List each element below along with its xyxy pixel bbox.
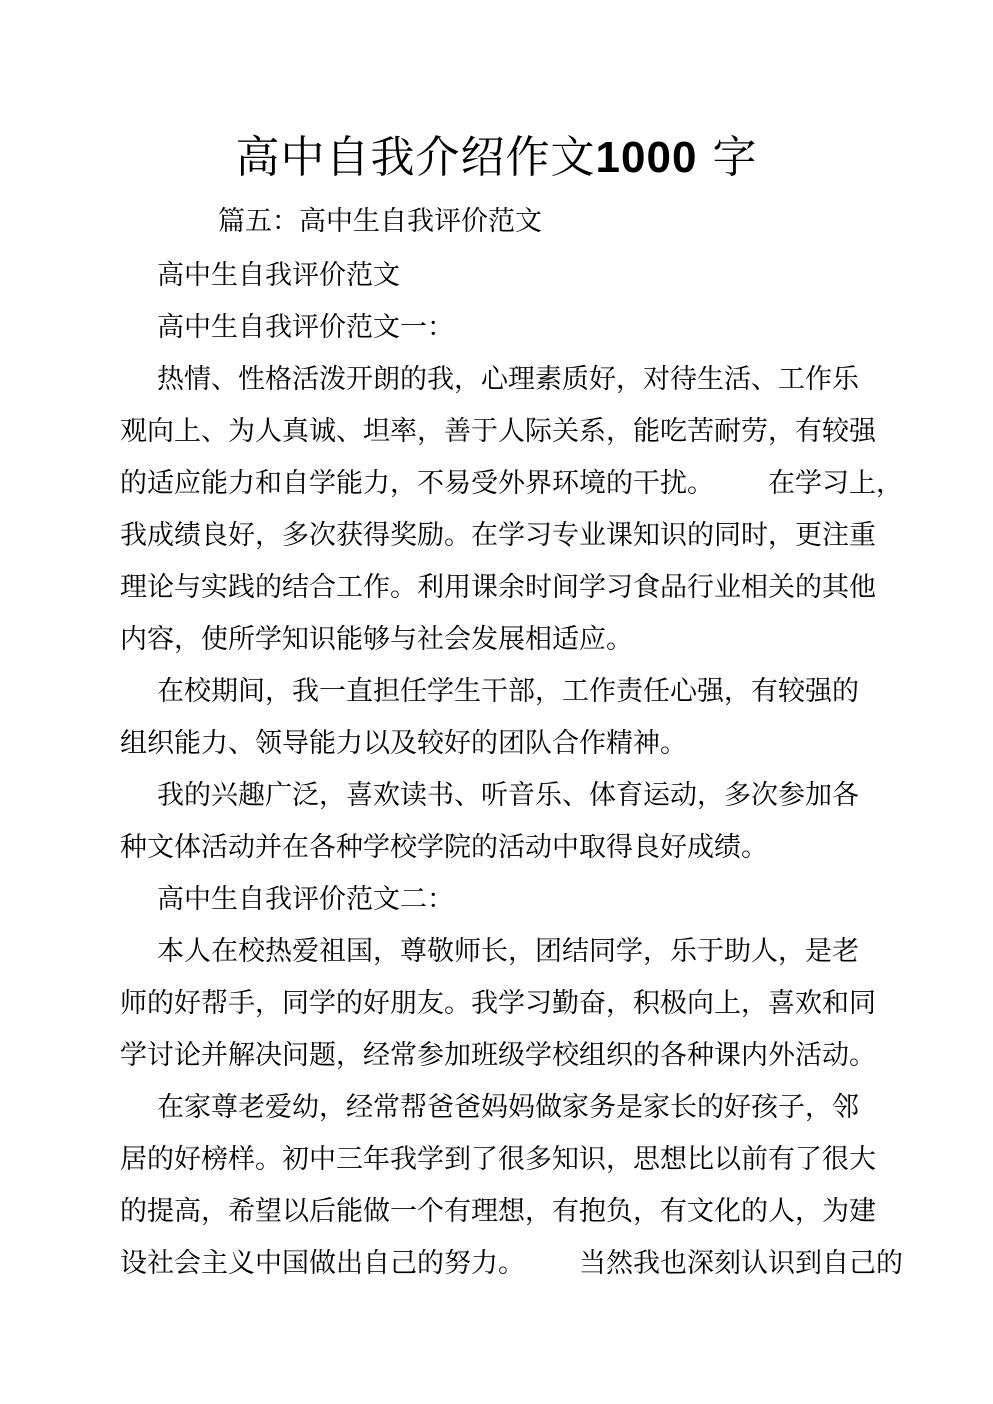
paragraph-line: 我成绩良好，多次获得奖励。在学习专业课知识的同时，更注重 (120, 520, 876, 551)
document-title (0, 128, 993, 188)
paragraph-line: 学讨论并解决问题，经常参加班级学校组织的各种课内外活动。 (120, 1040, 876, 1071)
paragraph-line: 师的好帮手，同学的好朋友。我学习勤奋，积极向上，喜欢和同 (120, 988, 876, 1019)
paragraph-line: 本人在校热爱祖国，尊敬师长，团结同学，乐于助人，是老 (157, 936, 859, 967)
paragraph-line: 高中生自我评价范文 (157, 260, 400, 291)
paragraph-line-text: 的适应能力和自学能力，不易受外界环境的干扰。 (120, 468, 714, 499)
paragraph-line: 热情、性格活泼开朗的我，心理素质好，对待生活、工作乐 (157, 364, 859, 395)
paragraph-line: 理论与实践的结合工作。利用课余时间学习食品行业相关的其他 (120, 572, 876, 603)
paragraph-line-text: 设社会主义中国做出自己的努力。 (120, 1248, 525, 1279)
paragraph-line: 观向上、为人真诚、坦率，善于人际关系，能吃苦耐劳，有较强 (120, 416, 876, 447)
paragraph (120, 250, 880, 302)
document-body (120, 250, 903, 1290)
paragraph-line: 在家尊老爱幼，经常帮爸爸妈妈做家务是家长的好孩子，邻 (157, 1092, 859, 1123)
paragraph (120, 666, 880, 770)
title-suffix: 字 (712, 132, 758, 183)
paragraph-line: 居的好榜样。初中三年我学到了很多知识，思想比以前有了很大 (120, 1144, 876, 1175)
paragraph (120, 354, 903, 666)
document-subtitle: 篇五：高中生自我评价范文 (218, 206, 542, 237)
paragraph-line: 内容，使所学知识能够与社会发展相适应。 (120, 624, 633, 655)
paragraph (120, 1082, 903, 1290)
paragraph-line: 我的兴趣广泛，喜欢读书、听音乐、体育运动，多次参加各 (157, 780, 859, 811)
paragraph-line-tail: 当然我也深刻认识到自己的 (579, 1248, 903, 1279)
paragraph (120, 874, 880, 926)
title-prefix: 高中自我介绍作文 (235, 132, 596, 183)
title-number: 1000 (595, 133, 698, 182)
paragraph-line: 组织能力、领导能力以及较好的团队合作精神。 (120, 728, 687, 759)
paragraph (120, 926, 880, 1082)
paragraph-line-tail: 在学习上， (768, 468, 903, 499)
paragraph-line: 高中生自我评价范文一： (157, 312, 454, 343)
paragraph (120, 302, 880, 354)
paragraph (120, 770, 880, 874)
paragraph-line (120, 458, 903, 510)
paragraph-line: 在校期间，我一直担任学生干部，工作责任心强，有较强的 (157, 676, 859, 707)
paragraph-line (120, 1238, 903, 1290)
paragraph-line: 的提高，希望以后能做一个有理想，有抱负，有文化的人，为建 (120, 1196, 876, 1227)
paragraph-line: 高中生自我评价范文二： (157, 884, 454, 915)
paragraph-line: 种文体活动并在各种学校学院的活动中取得良好成绩。 (120, 832, 768, 863)
